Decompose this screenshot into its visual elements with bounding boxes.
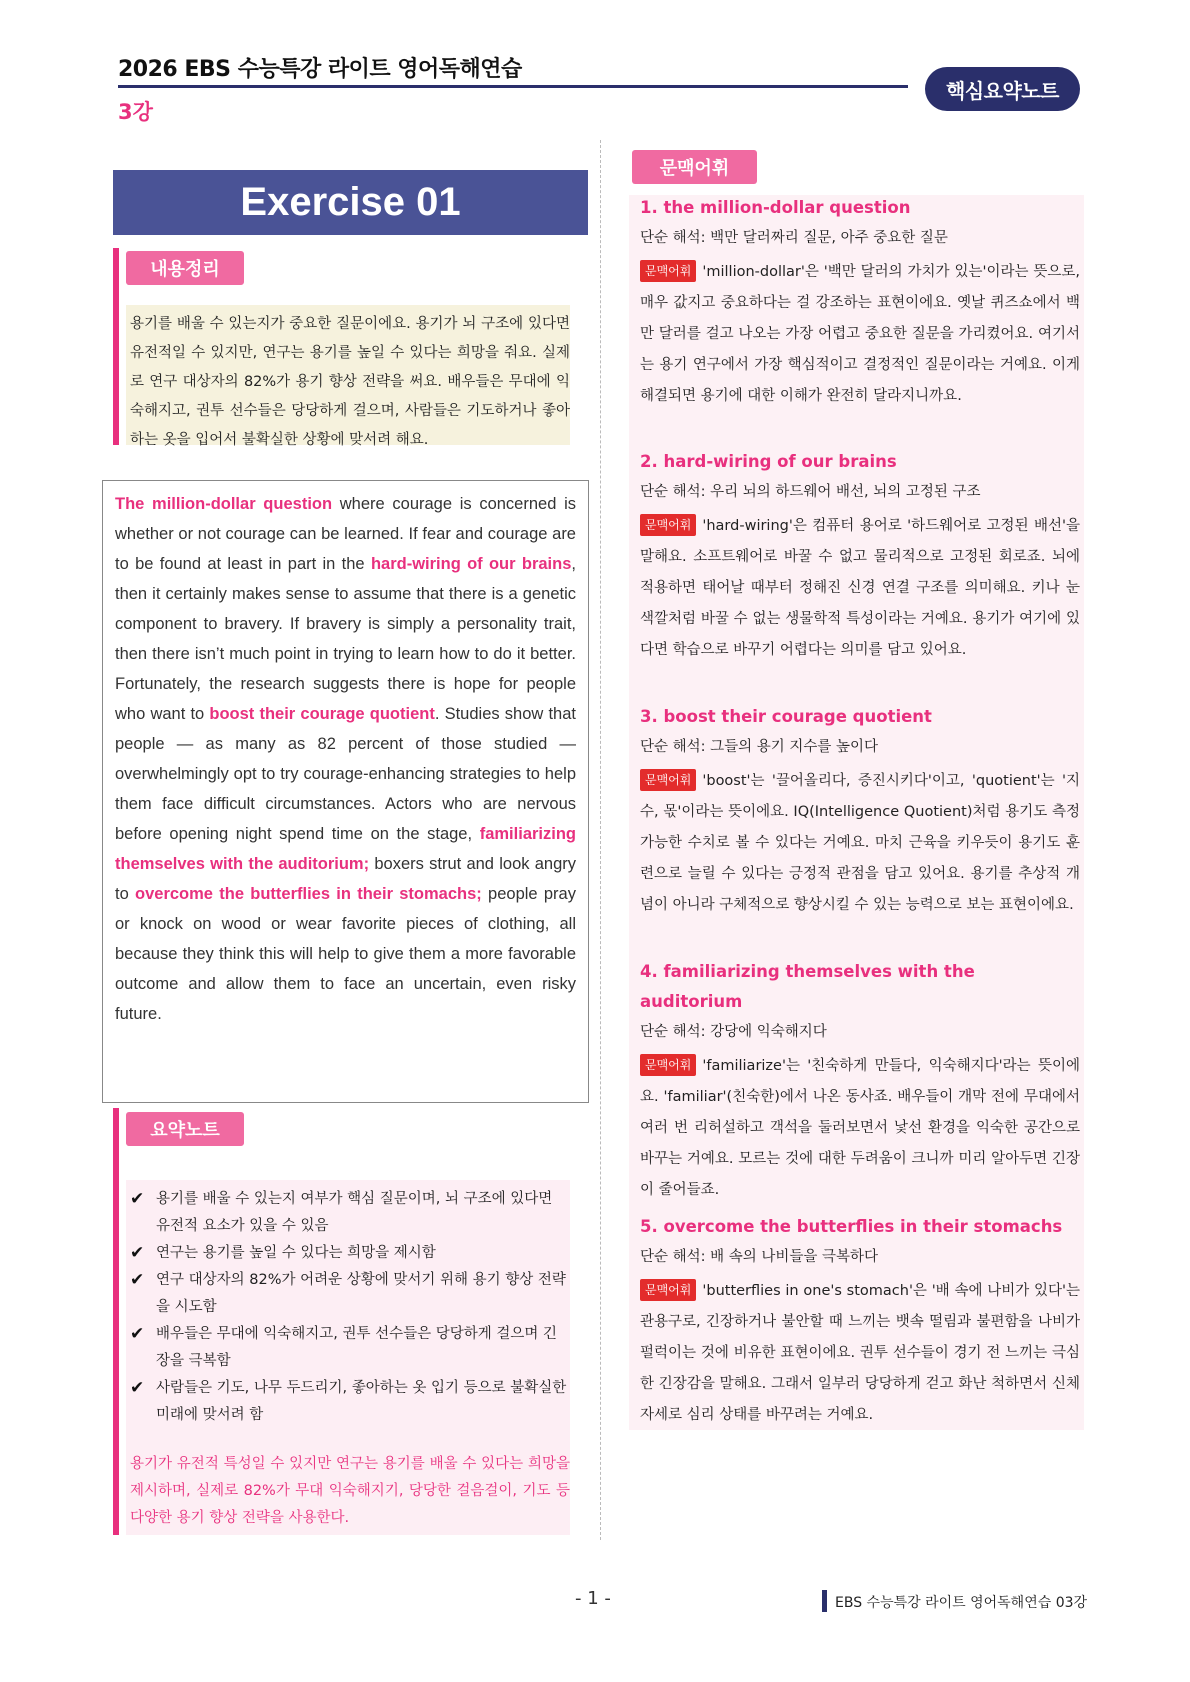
vocab-explanation: 'hard-wiring'은 컴퓨터 용어로 '하드웨어로 고정된 배선'을 말해요. 소프트웨어로 바꿀 수 없고 물리적으로 고정된 회로죠. 뇌에 적용하면 태어날 때부터 정해진 신경 연결 구조를 의미해요. 키나 눈 색깔처럼 바꿀 수 없는 생물학적 특성이라는 거예요. 용기가 여기에 있다면 학습으로 바꾸기 어렵다는 의미를 담고 있어요. <box>640 518 1080 658</box>
summary-text: 용기를 배울 수 있는지가 중요한 질문이에요. 용기가 뇌 구조에 있다면 유전적일 수 있지만, 연구는 용기를 높일 수 있다는 희망을 줘요. 실제로 연구 대상자의 82%가 용기 향상 전략을 써요. 배우들은 무대에 익숙해지고, 권투 선수들은 당당하게 걸으며, 사람들은 기도하거나 좋아하는 옷을 입어서 불확실한 상황에 맞서려 해요. <box>126 305 570 445</box>
note-item: ✔ 용기를 배울 수 있는지 여부가 핵심 질문이며, 뇌 구조에 있다면 유전적 요소가 있을 수 있음 <box>130 1186 570 1240</box>
note-item: ✔ 연구는 용기를 높일 수 있다는 희망을 제시함 <box>130 1240 570 1267</box>
check-icon: ✔ <box>130 1324 145 1344</box>
notes-summary: 용기가 유전적 특성일 수 있지만 연구는 용기를 배울 수 있다는 희망을 제시하며, 실제로 82%가 무대 익숙해지기, 당당한 걸음걸이, 기도 등 다양한 용기 향상 전략을 사용한다. <box>130 1456 570 1526</box>
header-divider <box>118 85 908 88</box>
note-item: ✔ 배우들은 무대에 익숙해지고, 권투 선수들은 당당하게 걸으며 긴장을 극복함 <box>130 1321 570 1375</box>
note-item: ✔ 사람들은 기도, 나무 두드리기, 좋아하는 옷 입기 등으로 불확실한 미래에 맞서려 함 <box>130 1375 570 1429</box>
vocab-item <box>640 447 1080 666</box>
vocab-translation: 단순 해석: 강당에 익숙해지다 <box>640 1024 827 1040</box>
note-item: ✔ 연구 대상자의 82%가 어려운 상황에 맞서기 위해 용기 향상 전략을 시도함 <box>130 1267 570 1321</box>
highlight-phrase-5: overcome the butterflies in their stomachs; <box>135 885 482 903</box>
vocab-translation: 단순 해석: 백만 달러짜리 질문, 아주 중요한 질문 <box>640 230 948 246</box>
vocab-item <box>640 957 1080 1206</box>
footer-text: EBS 수능특강 라이트 영어독해연습 03강 <box>835 1595 1088 1611</box>
vocab-heading: 5. overcome the butterflies in their stomachs <box>640 1217 1063 1236</box>
notes-accent-bar <box>113 1108 119 1535</box>
vocab-translation: 단순 해석: 우리 뇌의 하드웨어 배선, 뇌의 고정된 구조 <box>640 484 981 500</box>
vocab-tag: 문맥어휘 <box>640 260 696 282</box>
notes-label: 요약노트 <box>126 1112 244 1146</box>
summary-label: 내용정리 <box>126 251 244 285</box>
lesson-number: 3강 <box>118 100 153 124</box>
column-divider <box>600 140 601 1540</box>
section-badge: 핵심요약노트 <box>925 67 1080 111</box>
vocab-explanation: 'million-dollar'은 '백만 달러의 가치가 있는'이라는 뜻으로, 매우 값지고 중요하다는 걸 강조하는 표현이에요. 옛날 퀴즈쇼에서 백만 달러를 걸고 나오는 가장 어렵고 중요한 질문을 가리켰어요. 여기서는 용기 연구에서 가장 핵심적이고 결정적인 질문이라는 거예요. 이게 해결되면 용기에 대한 이해가 완전히 달라지니까요. <box>640 264 1080 404</box>
vocab-heading: 1. the million-dollar question <box>640 198 911 217</box>
footer-accent-bar <box>822 1590 827 1612</box>
vocab-explanation: 'butterflies in one's stomach'은 '배 속에 나비가 있다'는 관용구로, 긴장하거나 불안할 때 느끼는 뱃속 떨림과 불편함을 나비가 펄럭이는 것에 비유한 표현이에요. 권투 선수들이 경기 전 느끼는 극심한 긴장감을 말해요. 그래서 일부러 당당하게 걷고 화난 척하면서 신체 자세로 심리 상태를 바꾸려는 거예요. <box>640 1283 1080 1423</box>
vocab-tag: 문맥어휘 <box>640 769 696 791</box>
check-icon: ✔ <box>130 1270 145 1290</box>
vocab-translation: 단순 해석: 배 속의 나비들을 극복하다 <box>640 1249 879 1265</box>
summary-accent-bar <box>113 248 119 445</box>
reading-passage <box>102 480 589 1103</box>
vocab-heading: 3. boost their courage quotient <box>640 707 932 726</box>
vocab-tag: 문맥어휘 <box>640 1279 696 1301</box>
vocab-item <box>640 1212 1080 1431</box>
vocab-label: 문맥어휘 <box>632 150 757 184</box>
passage-text-3: . Studies show that people — as many as 82 percent of those studied — overwhelmingly opt to try courage-enhancing strategies to help them face difficult circumstances. Actors who are nervous before opening night spend time on the stage, <box>115 705 576 843</box>
passage-text-4: boxers strut and look angry to <box>115 855 577 903</box>
vocab-heading: 2. hard-wiring of our brains <box>640 452 897 471</box>
vocab-item <box>640 193 1080 412</box>
check-icon: ✔ <box>130 1378 145 1398</box>
vocab-translation: 단순 해석: 그들의 용기 지수를 높이다 <box>640 739 879 755</box>
check-icon: ✔ <box>130 1189 145 1209</box>
highlight-phrase-1: The million-dollar question <box>115 495 333 513</box>
highlight-phrase-3: boost their courage quotient <box>209 705 435 723</box>
exercise-title: Exercise 01 <box>113 170 588 235</box>
passage-text-1: where courage is concerned is whether or not courage can be learned. If fear and courage are to be found at least in part in the <box>115 495 576 573</box>
highlight-phrase-2: hard-wiring of our brains <box>370 555 572 573</box>
passage-text-5: people pray or knock on wood or wear favorite pieces of clothing, all because they think this will help to give them a more favorable outcome and allow them to face an uncertain, even risky future. <box>115 885 576 1023</box>
vocab-explanation: 'boost'는 '끌어올리다, 증진시키다'이고, 'quotient'는 '지수, 몫'이라는 뜻이에요. IQ(Intelligence Quotient)처럼 용기도 측정 가능한 수치로 볼 수 있다는 거예요. 마치 근육을 키우듯이 용기도 훈련으로 늘릴 수 있다는 긍정적 관점을 담고 있어요. 용기를 추상적 개념이 아니라 구체적으로 향상시킬 수 있는 능력으로 보는 표현이에요. <box>640 773 1080 913</box>
vocab-heading: 4. familiarizing themselves with the auditorium <box>640 962 975 1011</box>
document-title: 2026 EBS 수능특강 라이트 영어독해연습 <box>118 57 522 82</box>
check-icon: ✔ <box>130 1243 145 1263</box>
passage-text-2: , then it certainly makes sense to assume that there is a genetic component to bravery. If bravery is simply a personality trait, then there isn’t much point in trying to learn how to do it better. Fortunately, the research suggests there is hope for people who want to <box>115 555 576 723</box>
highlight-phrase-4: familiarizing themselves with the auditorium; <box>115 825 576 873</box>
page-number: - 1 - <box>575 1588 611 1609</box>
vocab-item <box>640 702 1080 921</box>
vocab-tag: 문맥어휘 <box>640 1054 696 1076</box>
vocab-tag: 문맥어휘 <box>640 514 696 536</box>
notes-box <box>126 1180 570 1535</box>
vocab-explanation: 'familiarize'는 '친숙하게 만들다, 익숙해지다'라는 뜻이에요. 'familiar'(친숙한)에서 나온 동사죠. 배우들이 개막 전에 무대에서 여러 번 리허설하고 객석을 둘러보면서 낯선 환경을 익숙한 공간으로 바꾸는 거예요. 모르는 것에 대한 두려움이 크니까 미리 알아두면 긴장이 줄어들죠. <box>640 1058 1080 1198</box>
